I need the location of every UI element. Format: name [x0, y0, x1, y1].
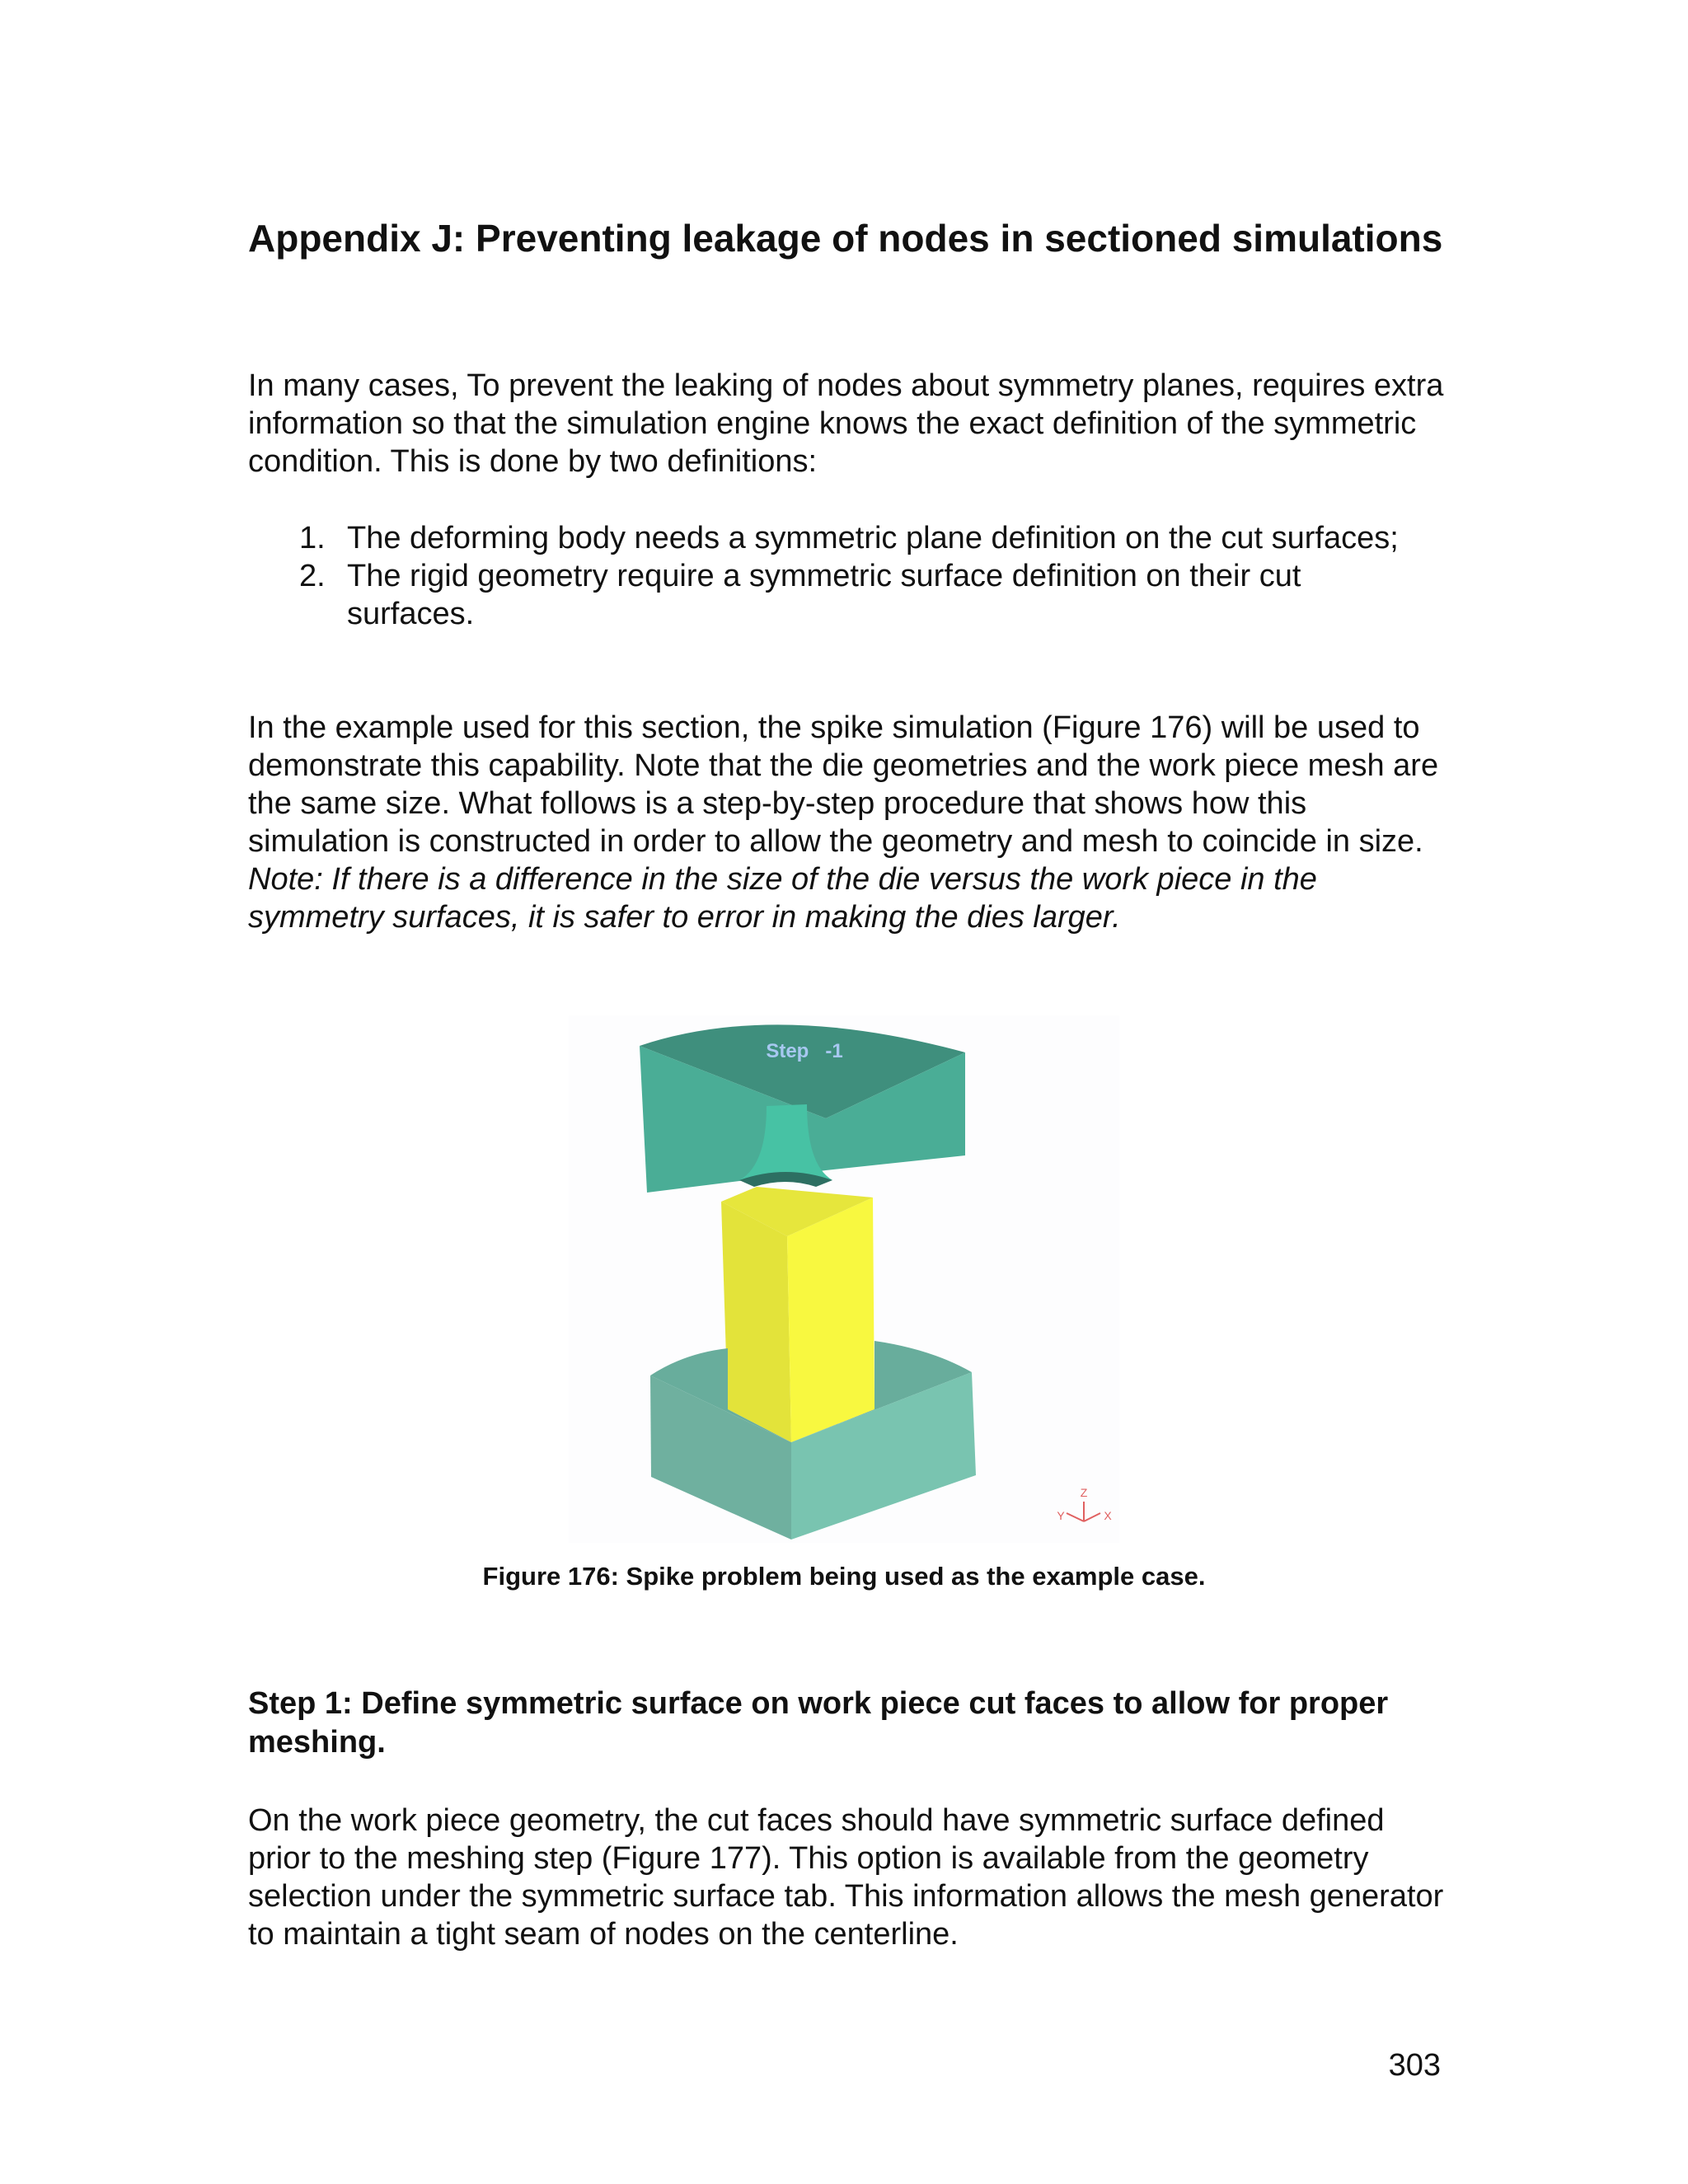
figure-spike-model [569, 1015, 1119, 1543]
axis-label-z: Z [1080, 1486, 1088, 1499]
page-number: 303 [1388, 2048, 1441, 2083]
appendix-title: Appendix J: Preventing leakage of nodes in sectioned simulations [248, 217, 1443, 260]
list-text: The rigid geometry require a symmetric surface definition on their cut surfaces. [347, 559, 1301, 631]
workpiece-right-face [787, 1197, 874, 1442]
axis-triad-icon [1057, 1486, 1112, 1522]
axis-label-y: Y [1057, 1509, 1065, 1522]
step-paragraph: On the work piece geometry, the cut faces should have symmetric surface defined prior to the meshing step (Figure 177). This option is available from the geometry selection under the symmetric surface tab. This information allows the mesh generator to maintain a tight seam of nodes on the centerline. [248, 1803, 1444, 1952]
figure-caption: Figure 176: Spike problem being used as the example case. [482, 1562, 1206, 1591]
axis-label-x: X [1104, 1509, 1112, 1522]
step-heading: Step 1: Define symmetric surface on work piece cut faces to allow for proper meshing. [248, 1686, 1389, 1760]
spike-model-illustration [569, 1015, 1119, 1543]
list-item [248, 519, 1402, 557]
list-text: The deforming body needs a symmetric plane definition on the cut surfaces; [347, 521, 1399, 555]
list-number: 2. [299, 559, 326, 593]
definition-list [248, 519, 1402, 633]
example-text: In the example used for this section, the spike simulation (Figure 176) will be used to demonstrate this capability. Note that the die geometries and the work piece mesh are the same size. What follows is a step-by-step procedure that shows how this simulation is constructed in order to allow the geometry and mesh to coincide in size. [248, 710, 1439, 859]
example-note: Note: If there is a difference in the size of the die versus the work piece in the symmetry surfaces, it is safer to error in making the dies larger. [248, 862, 1317, 935]
list-item [248, 557, 1402, 633]
list-number: 1. [299, 521, 326, 555]
intro-paragraph: In many cases, To prevent the leaking of nodes about symmetry planes, requires extra information so that the simulation engine knows the exact definition of the symmetric condition. This is done by two definitions: [248, 368, 1444, 479]
workpiece-left-face [721, 1202, 791, 1442]
step-label: Step -1 [766, 1040, 843, 1062]
example-paragraph [248, 709, 1451, 936]
